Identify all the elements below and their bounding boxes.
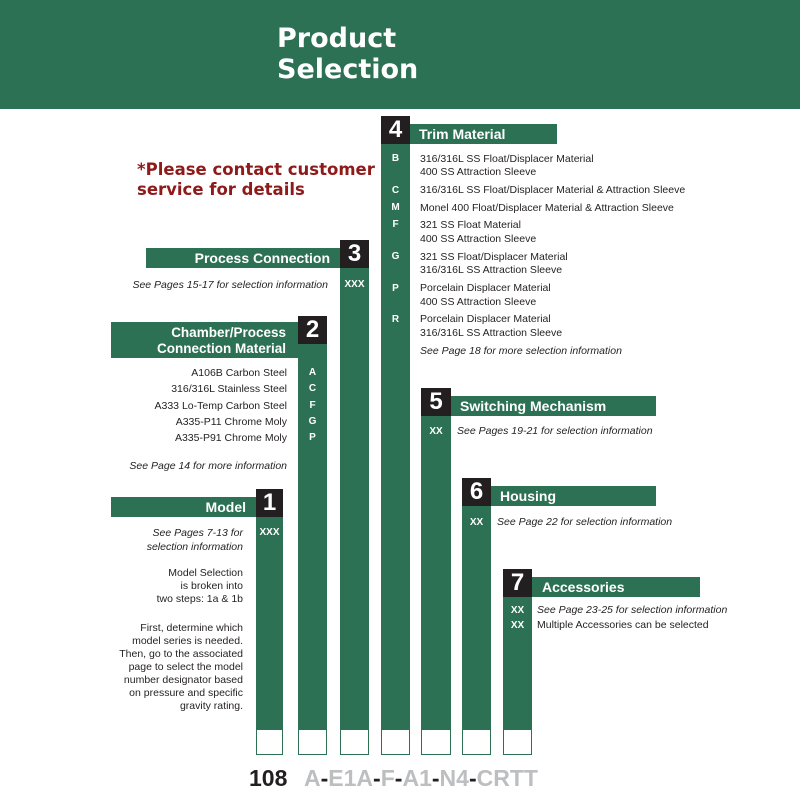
chamber-option-code: C — [308, 383, 317, 394]
model-number-separator: - — [373, 765, 381, 791]
model-number-part: A — [304, 765, 321, 791]
trim-option-code: B — [391, 153, 400, 164]
model-number-separator: - — [320, 765, 329, 791]
trim-option-line: 400 SS Attraction Sleeve — [420, 296, 537, 308]
chamber-option-label: A333 Lo-Temp Carbon Steel — [154, 400, 287, 412]
model-info-line: Then, go to the associated — [119, 648, 243, 660]
column-accessories — [503, 597, 532, 729]
housing-step-number: 6 — [462, 478, 491, 506]
process-note: See Pages 15-17 for selection information — [132, 279, 328, 291]
trim-option-code: F — [392, 219, 399, 230]
trim-option-code: R — [391, 314, 400, 325]
trim-option-line: 400 SS Attraction Sleeve — [420, 166, 537, 178]
model-note-1: See Pages 7-13 for — [152, 527, 243, 539]
process-code: XXX — [344, 279, 365, 290]
model-number-part: N4 — [439, 765, 469, 791]
trim-option-code: C — [391, 185, 400, 196]
trim-option-line: 316/316L SS Attraction Sleeve — [420, 264, 563, 276]
model-number-part: A1 — [402, 765, 432, 791]
column-chamber — [298, 340, 327, 729]
switching-note: See Pages 19-21 for selection information — [457, 425, 653, 437]
trim-option-line: 316/316L SS Float/Displacer Material — [420, 153, 594, 165]
header-banner — [0, 0, 800, 109]
model-number-part: CRTT — [476, 765, 538, 791]
accessories-note: See Page 23-25 for selection information — [537, 604, 728, 616]
accessories-step-number: 7 — [503, 569, 532, 597]
model-header-bar: Model — [111, 497, 256, 517]
model-info-line: two steps: 1a & 1b — [156, 593, 243, 605]
model-info-line: page to select the model — [128, 661, 243, 673]
chamber-title-line1: Chamber/Process — [171, 325, 286, 340]
trim-option-line: 316/316L SS Attraction Sleeve — [420, 327, 563, 339]
switching-header-bar: Switching Mechanism — [451, 396, 656, 416]
process-entry-box[interactable] — [340, 729, 369, 755]
model-code: XXX — [259, 527, 280, 538]
page-title-line1: Product — [277, 23, 397, 54]
process-header-bar: Process Connection — [146, 248, 340, 268]
model-number-separator: - — [431, 765, 440, 791]
trim-option-line: Monel 400 Float/Displacer Material & Attraction Sleeve — [420, 202, 674, 214]
trim-entry-box[interactable] — [381, 729, 410, 755]
model-step-number: 1 — [256, 489, 283, 517]
model-info-block-1 — [73, 567, 243, 606]
trim-note: See Page 18 for more selection information — [420, 345, 622, 357]
model-entry-box[interactable] — [256, 729, 283, 755]
trim-option-code: M — [391, 202, 400, 213]
housing-entry-box[interactable] — [462, 729, 491, 755]
chamber-entry-box[interactable] — [298, 729, 327, 755]
accessories-code: XX — [510, 620, 525, 631]
model-info-line: First, determine which — [140, 622, 243, 634]
model-number-example — [304, 764, 538, 792]
trim-option-line: 321 SS Float/Displacer Material — [420, 251, 568, 263]
switching-entry-box[interactable] — [421, 729, 451, 755]
trim-option-code: G — [391, 251, 400, 262]
housing-note: See Page 22 for selection information — [497, 516, 673, 528]
chamber-option-code: A — [308, 367, 317, 378]
trim-option-line: 400 SS Attraction Sleeve — [420, 233, 537, 245]
accessories-note: Multiple Accessories can be selected — [537, 619, 709, 631]
model-number-part: F — [380, 765, 395, 791]
chamber-option-label: A335-P11 Chrome Moly — [175, 416, 287, 428]
column-housing — [462, 506, 491, 729]
column-process — [340, 268, 369, 729]
accessories-code: XX — [510, 605, 525, 616]
trim-step-number: 4 — [381, 116, 410, 144]
column-model — [256, 517, 283, 729]
model-number-separator: - — [468, 765, 477, 791]
model-number-part: E1A — [328, 765, 374, 791]
accessories-header-bar: Accessories — [532, 577, 700, 597]
housing-header-bar: Housing — [491, 486, 656, 506]
model-number-prefix: 108 — [249, 765, 288, 791]
model-info-block-2 — [73, 622, 243, 713]
model-number-separator: - — [394, 765, 403, 791]
trim-option-line: Porcelain Displacer Material — [420, 313, 551, 325]
model-note-2: selection information — [146, 541, 243, 553]
chamber-option-code: F — [309, 400, 316, 411]
chamber-header-bar — [111, 322, 298, 358]
model-info-line: Model Selection — [168, 567, 243, 579]
switching-code: XX — [429, 426, 443, 437]
chamber-note: See Page 14 for more information — [129, 460, 287, 472]
accessories-entry-box[interactable] — [503, 729, 532, 755]
model-info-line: on pressure and specific — [129, 687, 243, 699]
chamber-step-number: 2 — [298, 316, 327, 344]
chamber-option-code: G — [308, 416, 317, 427]
contact-notice: *Please contact customer service for details — [137, 160, 375, 199]
trim-option-line: Porcelain Displacer Material — [420, 282, 551, 294]
trim-option-line: 321 SS Float Material — [420, 219, 521, 231]
trim-header-bar: Trim Material — [410, 124, 557, 144]
model-info-line: model series is needed. — [132, 635, 243, 647]
trim-option-code: P — [392, 283, 399, 294]
column-trim — [381, 144, 410, 729]
switching-step-number: 5 — [421, 388, 451, 416]
chamber-option-label: 316/316L Stainless Steel — [171, 383, 287, 395]
model-info-line: gravity rating. — [179, 700, 243, 712]
page-title-line2: Selection — [277, 54, 419, 85]
housing-code: XX — [469, 517, 484, 528]
trim-option-line: 316/316L SS Float/Displacer Material & Attraction Sleeve — [420, 184, 686, 196]
chamber-title-line2: Connection Material — [156, 341, 286, 356]
chamber-option-label: A335-P91 Chrome Moly — [174, 432, 287, 444]
model-info-line: is broken into — [180, 580, 243, 592]
chamber-option-code: P — [309, 432, 316, 443]
column-switching — [421, 416, 451, 729]
chamber-option-label: A106B Carbon Steel — [191, 367, 287, 379]
model-info-line: number designator based — [123, 674, 243, 686]
process-step-number: 3 — [340, 240, 369, 268]
